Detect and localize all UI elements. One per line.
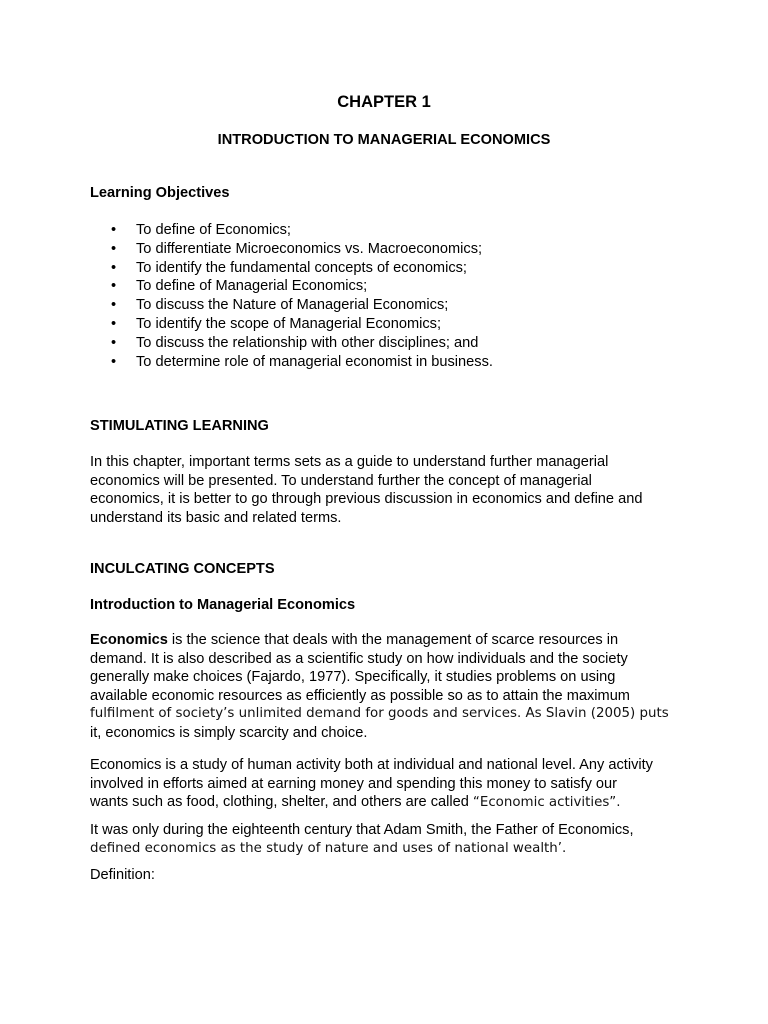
paragraph-line: In this chapter, important terms sets as a guide to understand further managerial <box>90 454 609 470</box>
economic-activities-quote: “Economic activities”. <box>472 795 621 810</box>
bullet-icon: • <box>111 222 117 238</box>
bullet-icon: • <box>111 240 117 257</box>
inculcating-concepts-heading: INCULCATING CONCEPTS <box>90 561 275 577</box>
objective-text: To determine role of managerial economist in business. <box>136 353 493 370</box>
chapter-number: CHAPTER 1 <box>337 93 431 111</box>
paragraph-line: involved in efforts aimed at earning money and spending this money to satisfy our <box>90 775 618 792</box>
list-item <box>90 277 493 296</box>
paragraph-line: defined economics as the study of nature and uses of national wealth’. <box>90 840 567 856</box>
paragraph-line: It was only during the eighteenth century that Adam Smith, the Father of Economics, <box>90 822 634 838</box>
paragraph-line: economics will be presented. To understand further the concept of managerial <box>90 472 592 489</box>
section-subheading: Introduction to Managerial Economics <box>90 597 356 613</box>
paragraph-line: demand. It is also described as a scientific study on how individuals and the society <box>90 650 628 667</box>
list-item <box>90 353 493 372</box>
adam-smith-paragraph <box>90 821 690 858</box>
paragraph-line <box>90 793 690 813</box>
objective-text: To define of Economics; <box>136 222 291 238</box>
objective-text: To discuss the relationship with other disciplines; and <box>136 334 479 351</box>
list-item <box>90 334 493 353</box>
list-item <box>90 240 493 259</box>
objective-text: To identify the fundamental concepts of economics; <box>136 259 467 276</box>
list-item <box>90 221 493 240</box>
paragraph-line: generally make choices (Fajardo, 1977). Specifically, it studies problems on using <box>90 669 616 685</box>
stimulating-learning-paragraph <box>90 453 690 527</box>
paragraph-line: economics, it is better to go through previous discussion in economics and define and <box>90 491 643 507</box>
paragraph-line: Economics is a study of human activity both at individual and national level. Any activity <box>90 757 653 773</box>
bullet-icon: • <box>111 297 117 314</box>
paragraph-line: it, economics is simply scarcity and choice. <box>90 724 368 741</box>
paragraph-line: fulfilment of society’s unlimited demand for goods and services. As Slavin (2005) puts <box>90 706 669 721</box>
paragraph-text: wants such as food, clothing, shelter, and others are called <box>90 794 473 810</box>
objective-text: To identify the scope of Managerial Economics; <box>136 315 442 332</box>
objective-text: To discuss the Nature of Managerial Economics; <box>136 297 449 314</box>
economics-term: Economics <box>90 632 168 648</box>
bullet-icon: • <box>111 259 117 276</box>
chapter-title: INTRODUCTION TO MANAGERIAL ECONOMICS <box>217 132 551 148</box>
learning-objectives-heading: Learning Objectives <box>90 185 230 201</box>
economics-paragraph <box>90 631 690 742</box>
bullet-icon: • <box>111 315 117 332</box>
stimulating-learning-heading: STIMULATING LEARNING <box>90 418 269 434</box>
learning-objectives-list <box>90 221 493 371</box>
bullet-icon: • <box>111 334 117 351</box>
list-item <box>90 296 493 315</box>
paragraph-line: understand its basic and related terms. <box>90 509 342 526</box>
definition-label: Definition: <box>90 867 155 883</box>
list-item <box>90 315 493 334</box>
paragraph-text: is the science that deals with the management of scarce resources in <box>167 632 619 648</box>
objective-text: To differentiate Microeconomics vs. Macroeconomics; <box>136 240 483 257</box>
list-item <box>90 259 493 278</box>
paragraph-line <box>90 631 690 650</box>
bullet-icon: • <box>111 353 117 370</box>
bullet-icon: • <box>111 278 117 295</box>
paragraph-line: available economic resources as efficiently as possible so as to attain the maximum <box>90 687 630 704</box>
objective-text: To define of Managerial Economics; <box>136 278 368 295</box>
economic-activity-paragraph <box>90 756 690 813</box>
